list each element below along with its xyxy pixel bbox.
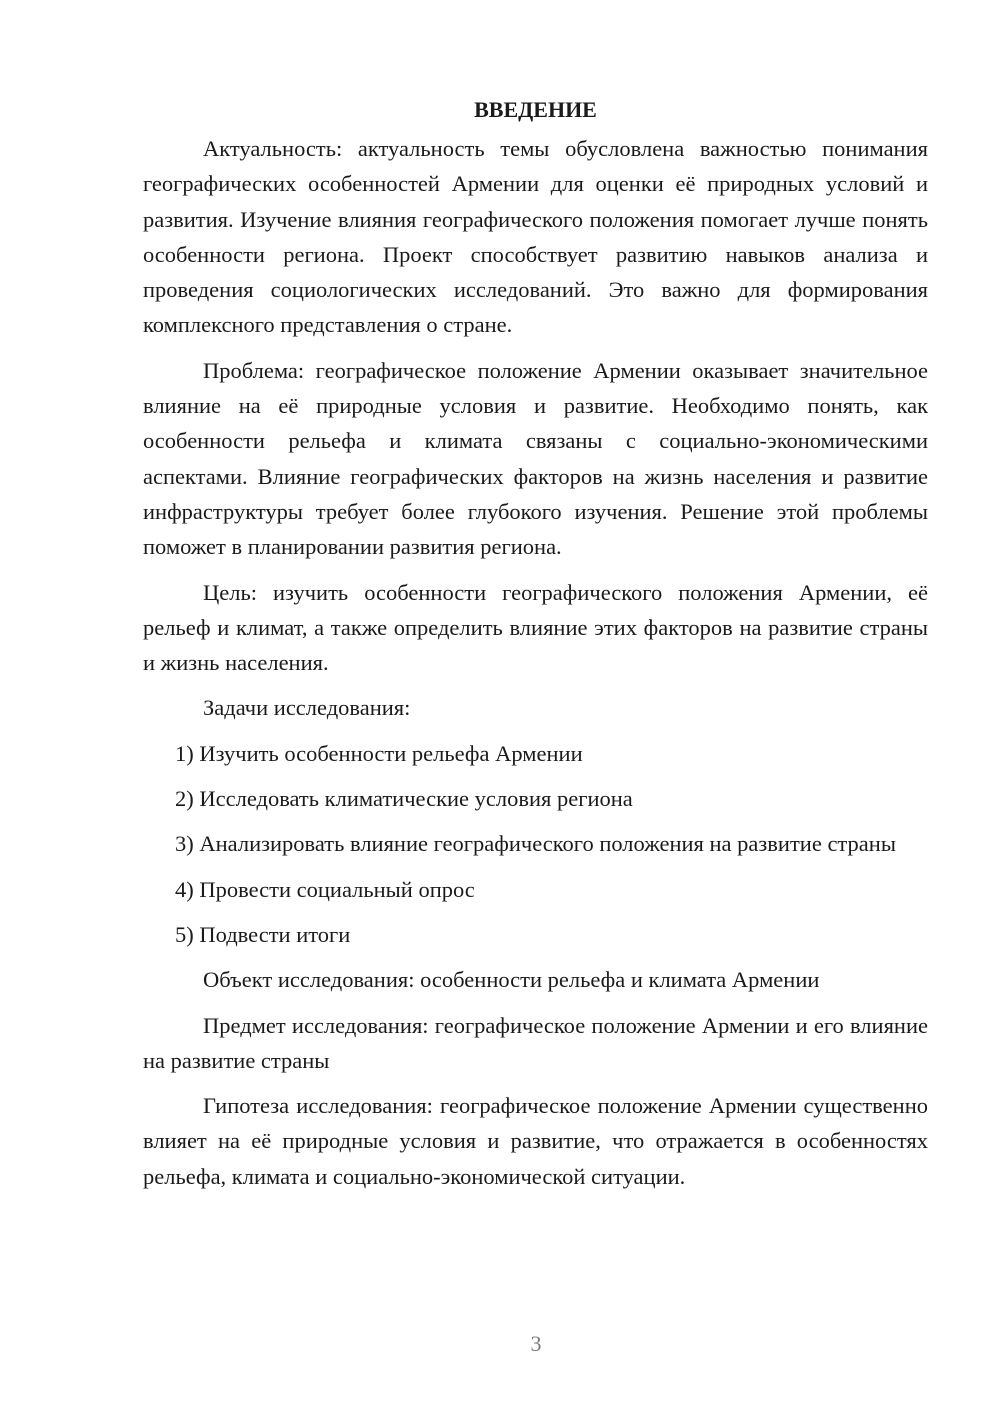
paragraph-subject: Предмет исследования: географическое положение Армении и его влияние на развитие страны [143, 1012, 928, 1073]
list-item: 4) Провести социальный опрос [175, 876, 475, 902]
document-page [143, 92, 928, 1204]
paragraph-object: Объект исследования: особенности рельефа и климата Армении [203, 967, 820, 993]
list-item: 3) Анализировать влияние географического положения на развитие страны [175, 831, 896, 857]
paragraph-hypothesis: Гипотеза исследования: географическое положение Армении существенно влияет на её природные условия и развитие, что отражается в особенностях рельефа, климата и социально-экономической ситуации. [143, 1093, 928, 1189]
page-number: 3 [530, 1331, 542, 1356]
list-item: 5) Подвести итоги [175, 921, 351, 947]
list-item: 1) Изучить особенности рельефа Армении [175, 740, 583, 766]
tasks-heading: Задачи исследования: [203, 695, 411, 721]
paragraph-goal: Цель: изучить особенности географического положения Армении, её рельеф и климат, а также определить влияние этих факторов на развитие страны и жизнь населения. [143, 579, 928, 676]
list-item: 2) Исследовать климатические условия региона [175, 786, 633, 812]
paragraph-relevance: Актуальность: актуальность темы обусловлена важностью понимания географических особенностей Армении для оценки её природных условий и развития. Изучение влияния географического положения помогает лучше понять особенности региона. Проект способствует развитию навыков анализа и проведения социологических исследований. Это важно для формирования комплексного представления о стране. [143, 136, 928, 338]
tasks-list [143, 736, 928, 952]
section-title: ВВЕДЕНИЕ [474, 97, 597, 122]
paragraph-problem: Проблема: географическое положение Армении оказывает значительное влияние на её природные условия и развитие. Необходимо понять, как особенности рельефа и климата связаны с социально-экономическими аспектами. Влияние географических факторов на жизнь населения и развитие инфраструктуры требует более глубокого изучения. Решение этой проблемы поможет в планировании развития региона. [143, 357, 928, 560]
